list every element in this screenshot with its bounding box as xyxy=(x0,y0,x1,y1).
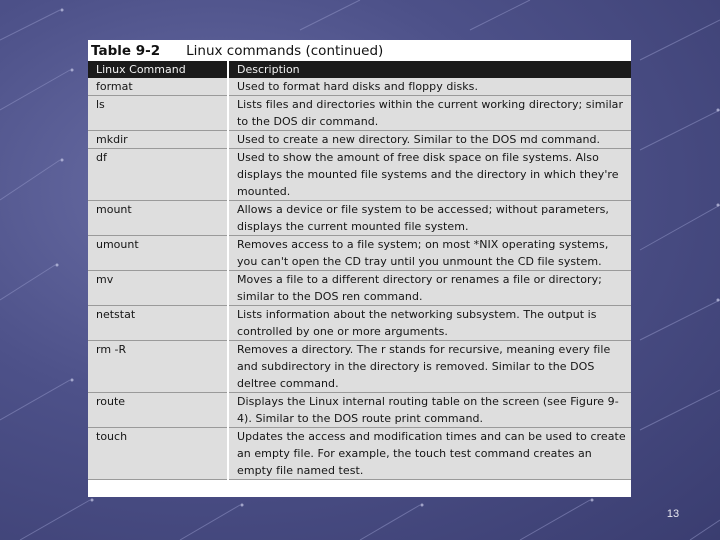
command-cell: route xyxy=(88,393,228,428)
command-cell: ls xyxy=(88,96,228,131)
column-header-command: Linux Command xyxy=(88,61,228,78)
linux-commands-table-card xyxy=(88,40,631,497)
description-cell: Moves a file to a different directory or renames a file or directory; similar to the DOS ren command. xyxy=(228,271,631,306)
command-cell: touch xyxy=(88,428,228,480)
command-cell: mount xyxy=(88,201,228,236)
table-title: Linux commands (continued) xyxy=(186,42,384,59)
command-cell: mkdir xyxy=(88,131,228,149)
description-cell: Used to create a new directory. Similar to the DOS md command. xyxy=(228,131,631,149)
description-cell: Updates the access and modification times and can be used to create an empty file. For example, the touch test command creates an empty file named test. xyxy=(228,428,631,480)
command-cell: mv xyxy=(88,271,228,306)
table-row xyxy=(88,393,631,428)
table-row xyxy=(88,271,631,306)
description-cell: Allows a device or file system to be accessed; without parameters, displays the current mounted file system. xyxy=(228,201,631,236)
description-cell: Removes access to a file system; on most *NIX operating systems, you can't open the CD tray until you unmount the CD file system. xyxy=(228,236,631,271)
command-cell: netstat xyxy=(88,306,228,341)
table-header-row xyxy=(88,61,631,78)
command-cell: df xyxy=(88,149,228,201)
page-number: 13 xyxy=(666,508,680,520)
table-row xyxy=(88,201,631,236)
command-cell: umount xyxy=(88,236,228,271)
description-cell: Lists information about the networking subsystem. The output is controlled by one or more arguments. xyxy=(228,306,631,341)
table-row xyxy=(88,149,631,201)
description-cell: Lists files and directories within the current working directory; similar to the DOS dir command. xyxy=(228,96,631,131)
table-row xyxy=(88,428,631,480)
description-cell: Used to show the amount of free disk space on file systems. Also displays the mounted file systems and the directory in which they're mounted. xyxy=(228,149,631,201)
table-row xyxy=(88,306,631,341)
table-row xyxy=(88,96,631,131)
table-row xyxy=(88,131,631,149)
description-cell: Removes a directory. The r stands for recursive, meaning every file and subdirectory in the directory is removed. Similar to the DOS deltree command. xyxy=(228,341,631,393)
table-row xyxy=(88,236,631,271)
command-cell: rm -R xyxy=(88,341,228,393)
column-header-description: Description xyxy=(228,61,631,78)
commands-table xyxy=(88,61,631,480)
table-number: Table 9-2 xyxy=(91,42,161,59)
description-cell: Used to format hard disks and floppy disks. xyxy=(228,78,631,96)
table-row xyxy=(88,341,631,393)
table-caption xyxy=(88,40,631,61)
table-row xyxy=(88,78,631,96)
description-cell: Displays the Linux internal routing table on the screen (see Figure 9-4). Similar to the DOS route print command. xyxy=(228,393,631,428)
command-cell: format xyxy=(88,78,228,96)
